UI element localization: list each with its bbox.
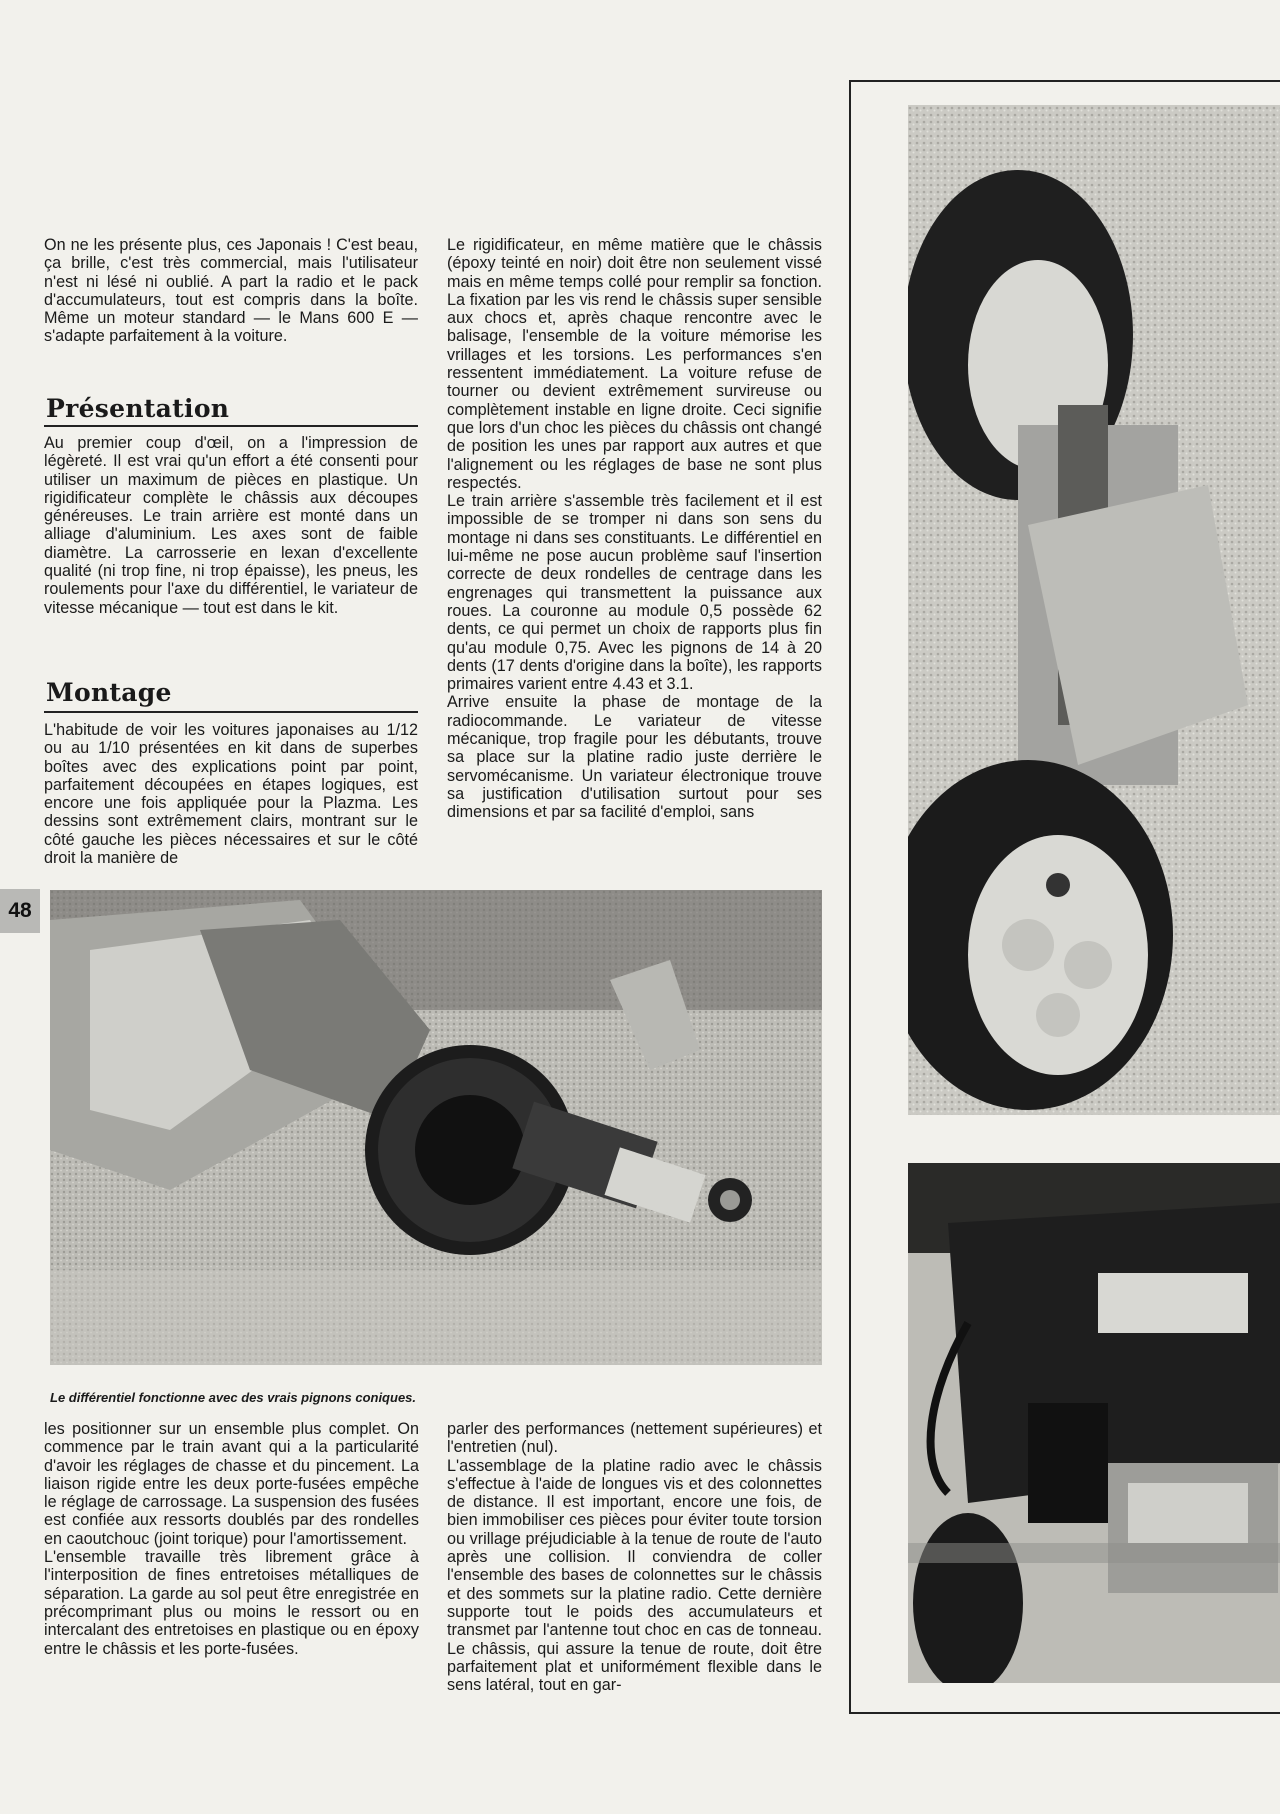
paragraph: L'assemblage de la platine radio avec le châssis s'effectue à l'aide de longues vis et des colonnettes de distance. Il est important, encore une fois, de bien immobiliser ces pièces pour éviter toute torsion ou vrillage préjudiciable à la tenue de route de l'auto après une collision. Il conviendra de coller l'ensemble des bases de colonnettes sur le châssis et des sommets sur la platine radio. Cette dernière supporte tout le poids des accumulateurs et transmet par l'antenne tout choc en cas de tonneau. Le châssis, qui assure la tenue de route, doit être parfaitement plat et uniformément flexible dans le sens latéral, tout en gar- (447, 1456, 822, 1695)
right-column-top (447, 236, 822, 822)
intro-text: On ne les présente plus, ces Japonais ! C'est beau, ça brille, c'est très commercial, mais l'utilisateur n'est ni lésé ni oublié. A part la radio et le pack d'accumulateurs, tout est compris dans la boîte. Même un moteur standard — le Mans 600 E — s'adapte parfaitement à la voiture. (44, 236, 418, 346)
bottom-left-column (44, 1420, 419, 1658)
paragraph: L'ensemble travaille très librement grâce à l'interposition de fines entretoises métalliques de séparation. La garde au sol peut être enregistrée en précomprimant plus ou moins le ressort ou en intercalant des entretoises en plastique ou en époxy entre le châssis et les porte-fusées. (44, 1548, 419, 1658)
bottom-right-column (447, 1420, 822, 1694)
paragraph: les positionner sur un ensemble plus complet. On commence par le train avant qui a la particularité d'avoir les réglages de chasse et du pincement. La liaison rigide entre les deux porte-fusées empêche le réglage de carrossage. La suspension des fusées est confiée aux ressorts doublés par des rondelles en caoutchouc (joint torique) pour l'amortissement. (44, 1420, 419, 1548)
heading-rule (44, 425, 418, 427)
photo-radio-plate (908, 1163, 1280, 1683)
paragraph: Arrive ensuite la phase de montage de la radiocommande. Le variateur de vitesse mécanique, trop fragile pour les débutants, trouve sa place sur la platine radio juste derrière le servomécanisme. Un variateur électronique trouve sa justification d'utilisation surtout pour ses dimensions et par sa facilité d'emploi, sans (447, 693, 822, 822)
paragraph: Le rigidificateur, en même matière que le châssis (époxy teinté en noir) doit être non seulement vissé mais en même temps collé pour remplir sa fonction. La fixation par les vis rend le châssis super sensible aux chocs et, après chaque rencontre avec le balisage, l'ensemble de la voiture mémorise les vrillages et les torsions. Les performances s'en ressentent immédiatement. La voiture refuse de tourner ou devient extrêmement survireuse ou complètement instable en ligne droite. Ceci signifie que lors d'un choc les pièces du châssis ont changé de position les unes par rapport aux autres et que l'alignement ou les réglages de base ne sont plus respectés. (447, 236, 822, 492)
paragraph: parler des performances (nettement supérieures) et l'entretien (nul). (447, 1420, 822, 1457)
photo-rear-axle (908, 105, 1280, 1115)
heading-rule (44, 711, 418, 713)
presentation-text: Au premier coup d'œil, on a l'impression de légèreté. Il est vrai qu'un effort a été consenti pour utiliser un maximum de pièces en plastique. Un rigidificateur complète le châssis aux découpes généreuses. Le train arrière est monté dans un alliage d'aluminium. Les axes sont de faible diamètre. La carrosserie en lexan d'excellente qualité (ni trop fine, ni trop épaisse), les pneus, les roulements pour l'axe du différentiel, le variateur de vitesse mécanique — tout est dans le kit. (44, 434, 418, 617)
intro-paragraph (44, 236, 418, 346)
heading-presentation: Présentation (46, 394, 230, 423)
photo-caption: Le différentiel fonctionne avec des vrais pignons coniques. (50, 1390, 417, 1405)
page-number: 48 (0, 889, 40, 933)
photo-differential (50, 890, 822, 1365)
paragraph: Le train arrière s'assemble très facilement et il est impossible de se tromper ni dans son sens du montage ni dans ses constituants. Le différentiel en lui-même ne pose aucun problème sauf l'insertion correcte de deux rondelles de centrage dans les engrenages qui transmettent la puissance aux roues. La couronne au module 0,5 possède 62 dents, ce qui permet un choix de rapports plus fin qu'au module 0,75. Avec les pignons de 14 à 20 dents (17 dents d'origine dans la boîte), les rapports primaires varient entre 4.43 et 3.1. (447, 492, 822, 694)
montage-paragraph (44, 721, 418, 867)
montage-text: L'habitude de voir les voitures japonaises au 1/12 ou au 1/10 présentées en kit dans de superbes boîtes avec des explications point par point, parfaitement découpées en étapes logiques, est encore une fois appliquée pour la Plazma. Les dessins sont extrêmement clairs, montrant sur le côté gauche les pièces nécessaires et sur le côté droit la manière de (44, 721, 418, 868)
heading-montage: Montage (46, 678, 172, 707)
presentation-paragraph (44, 434, 418, 617)
